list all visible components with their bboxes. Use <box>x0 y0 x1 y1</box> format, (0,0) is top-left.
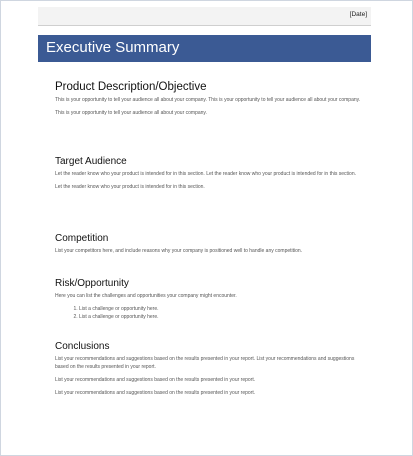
header-strip <box>38 7 371 26</box>
section-risk-opportunity <box>55 278 367 321</box>
date-placeholder[interactable]: [Date] <box>349 11 367 18</box>
section-heading[interactable]: Product Description/Objective <box>55 81 207 93</box>
challenge-list <box>55 305 367 321</box>
title-banner <box>38 35 371 62</box>
page-title[interactable]: Executive Summary <box>46 39 180 56</box>
list-item[interactable]: 1. List a challenge or opportunity here. <box>79 305 367 313</box>
section-paragraph[interactable]: Let the reader know who your product is intended for in this section. <box>55 184 205 190</box>
section-conclusions <box>55 341 367 402</box>
section-paragraph[interactable]: List your recommendations and suggestions based on the results presented in your report. List your recommendations and suggestions based on the results presented in your report. <box>55 356 355 370</box>
section-paragraph[interactable]: List your recommendations and suggestions based on the results presented in your report. <box>55 390 256 396</box>
section-heading[interactable]: Target Audience <box>55 156 127 167</box>
section-competition <box>55 233 367 260</box>
section-heading[interactable]: Conclusions <box>55 341 110 352</box>
section-paragraph[interactable]: List your competitors here, and include reasons why your company is positioned well to handle any competition. <box>55 248 303 254</box>
section-product-description <box>55 80 367 122</box>
section-target-audience <box>55 156 367 196</box>
section-heading[interactable]: Risk/Opportunity <box>55 278 129 289</box>
section-paragraph[interactable]: This is your opportunity to tell your audience all about your company. This is your opportunity to tell your audience all about your company. <box>55 97 361 103</box>
section-paragraph[interactable]: Here you can list the challenges and opportunities your company might encounter. <box>55 293 237 299</box>
section-paragraph[interactable]: Let the reader know who your product is intended for in this section. Let the reader know who your product is intended for in this section. <box>55 171 357 177</box>
list-item[interactable]: 2. List a challenge or opportunity here. <box>79 313 367 321</box>
section-paragraph[interactable]: This is your opportunity to tell your audience all about your company. <box>55 110 207 116</box>
section-heading[interactable]: Competition <box>55 233 109 244</box>
section-paragraph[interactable]: List your recommendations and suggestions based on the results presented in your report. <box>55 377 256 383</box>
